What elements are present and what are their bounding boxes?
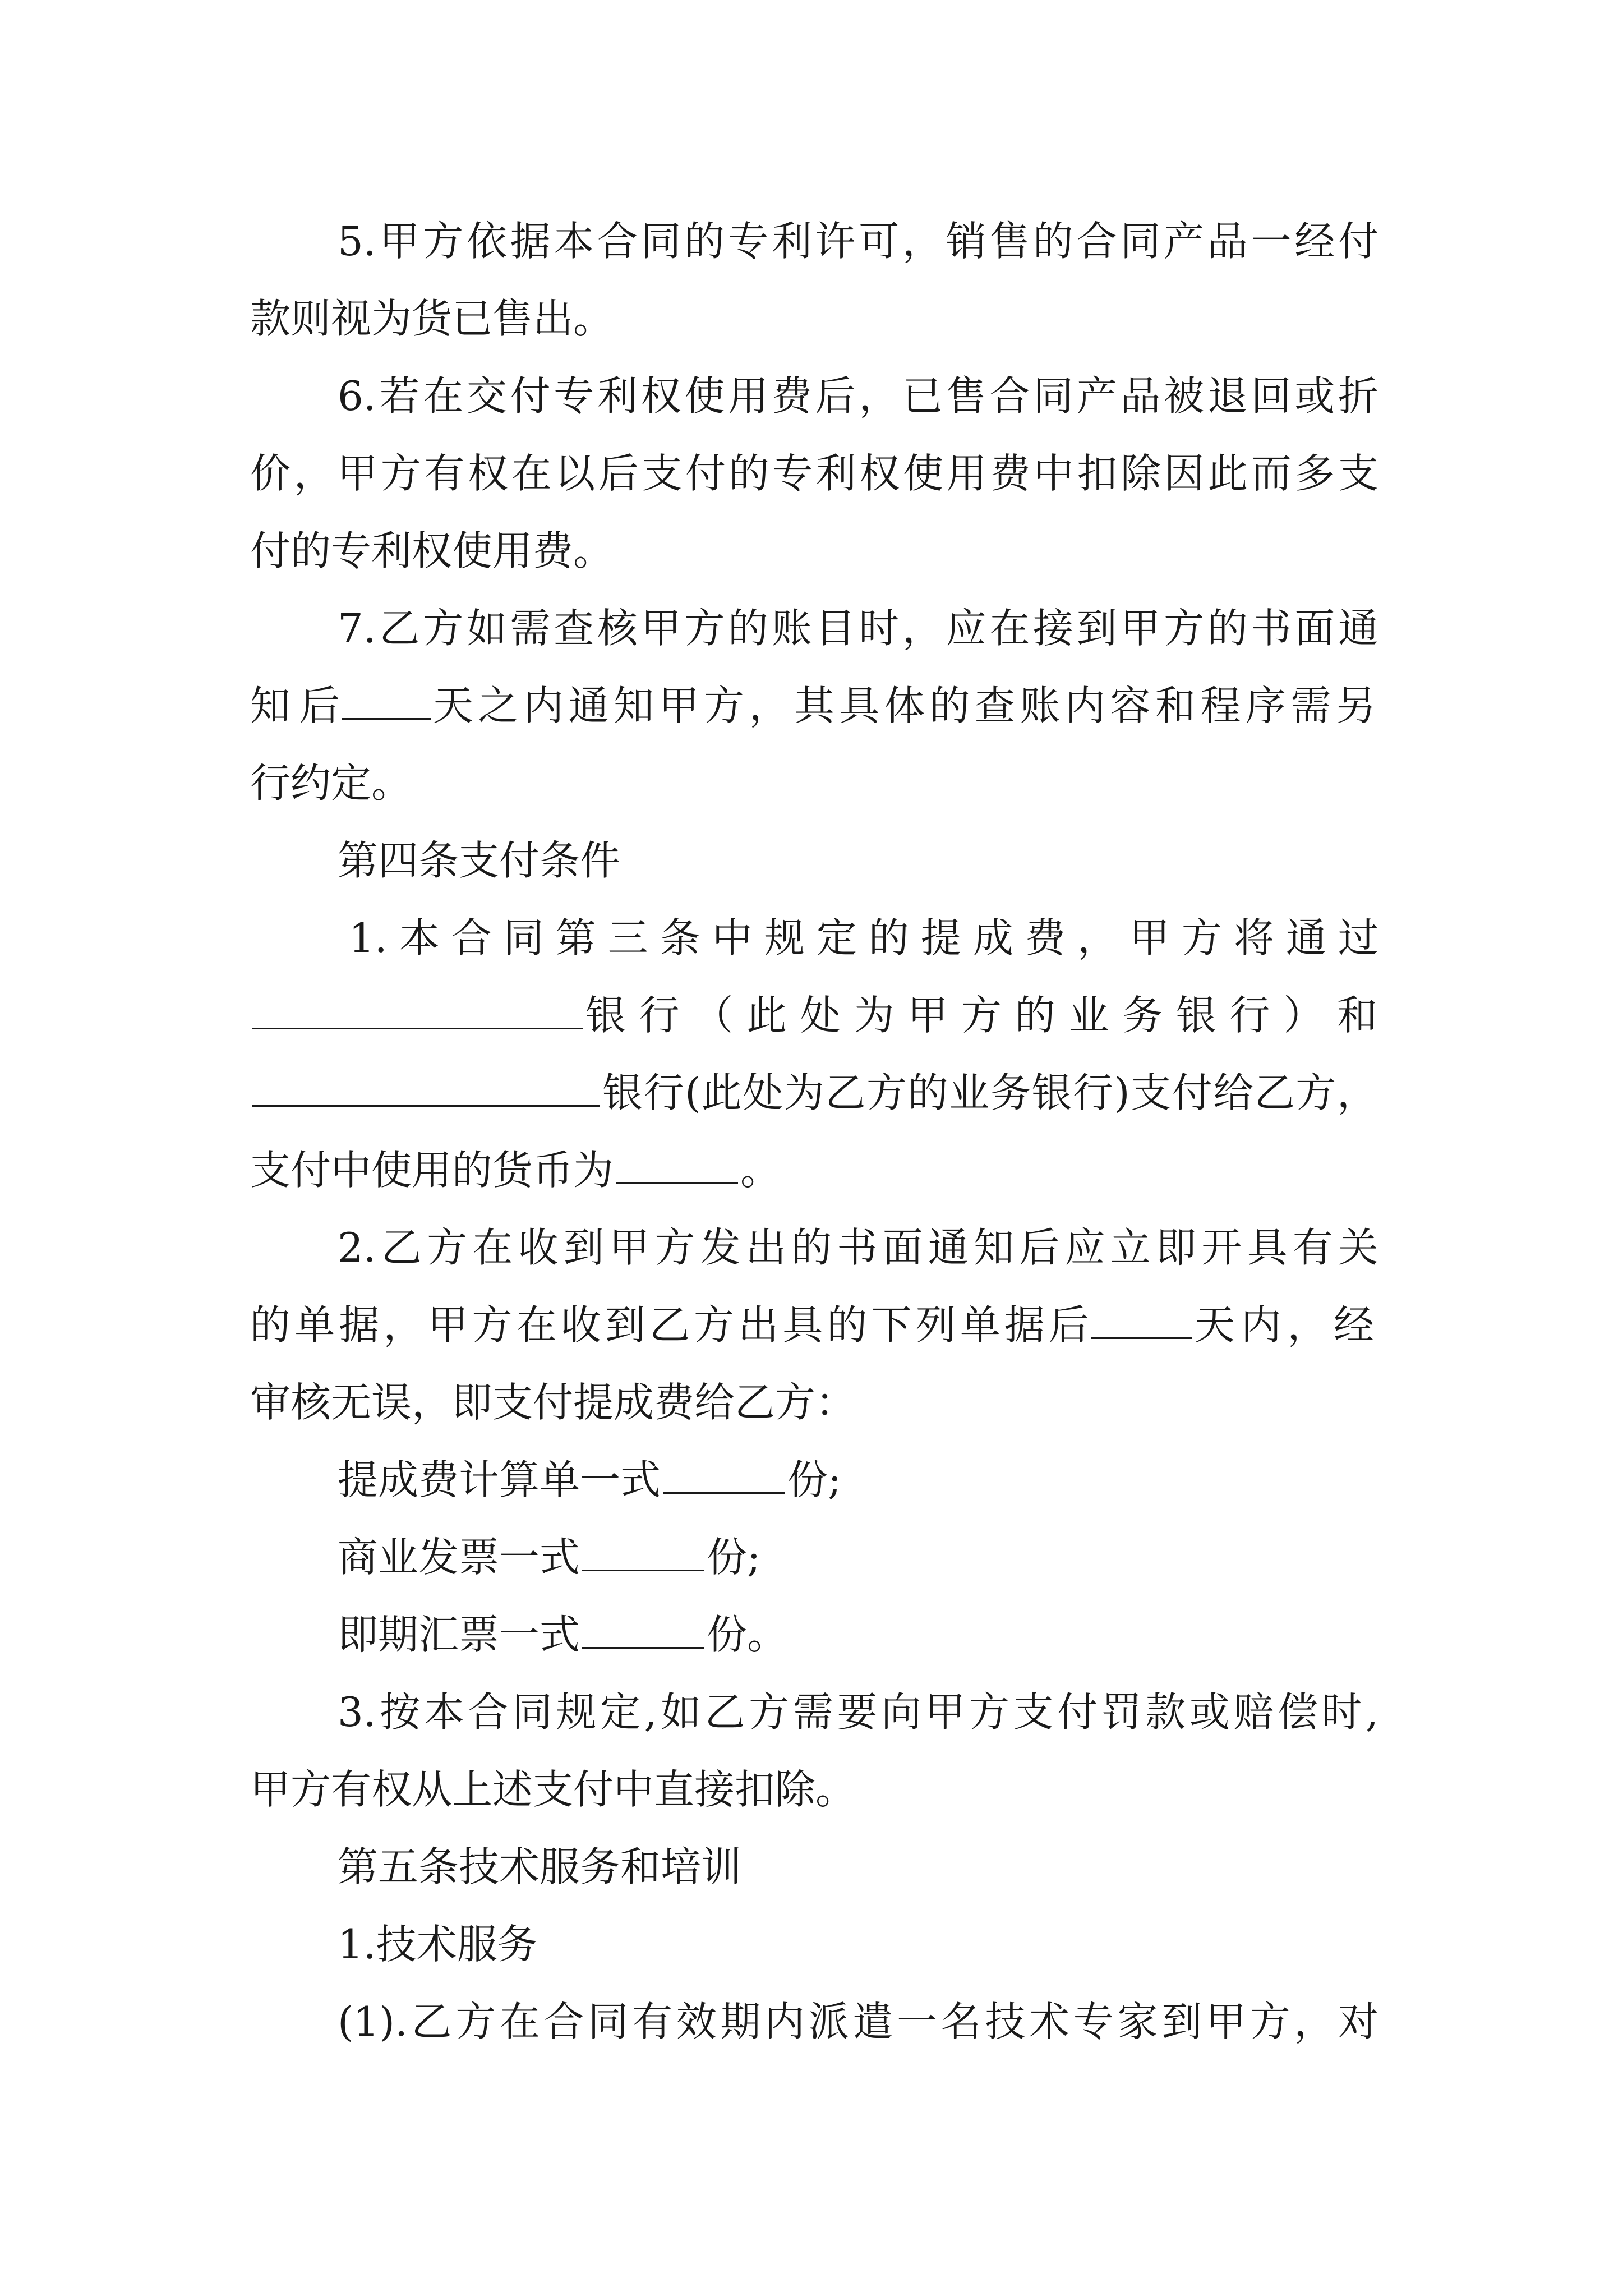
document-list-item-3 [338,1607,787,1663]
text-segment: 款则视为货已售出。 [250,295,614,342]
paragraph-6-line-2 [250,445,1378,501]
article-5-heading [338,1839,741,1895]
article-4-item-1-line-3 [250,1065,1377,1121]
text-segment: 价，甲方有权在以后支付的专利权使用费中扣除因此而多支 [250,450,1378,497]
text-segment: 审核无误，即支付提成费给乙方： [250,1379,856,1426]
fill-in-blank-copies-1 [663,1453,785,1494]
document-list-item-1 [338,1452,841,1508]
text-segment: 1.本合同第三条中规定的提成费，甲方将通过 [349,914,1378,961]
text-segment: 份; [787,1456,842,1503]
text-segment: 支付中使用的货币为 [250,1147,614,1194]
text-segment: 银行（此处为甲方的业务银行）和 [585,992,1377,1039]
paragraph-7-line-2 [250,678,1376,734]
text-segment: 即期汇票一式 [338,1611,580,1658]
fill-in-blank-currency [616,1143,738,1184]
subheading-text: 1.技术服务 [338,1921,538,1968]
text-segment: 7.乙方如需查核甲方的账目时，应在接到甲方的书面通 [338,605,1378,652]
text-segment: 6.若在交付专利权使用费后，已售合同产品被退回或折 [338,372,1378,420]
article-4-item-2-line-2 [250,1297,1374,1353]
text-segment: 提成费计算单一式 [338,1456,661,1503]
text-segment: 知后 [250,682,340,729]
text-segment: 5.甲方依据本合同的专利许可，销售的合同产品一经付 [338,218,1378,265]
text-segment: 份; [707,1534,761,1581]
text-segment: 。 [740,1147,781,1194]
text-segment: (1).乙方在合同有效期内派遣一名技术专家到甲方，对 [338,1998,1378,2045]
text-segment: 银行(此处为乙方的业务银行)支付给乙方， [602,1069,1377,1116]
text-segment: 的单据，甲方在收到乙方出具的下列单据后 [250,1301,1089,1349]
article-4-item-2-line-3 [250,1374,856,1430]
text-segment: 份。 [707,1611,788,1658]
text-segment: 甲方有权从上述支付中直接扣除。 [250,1766,856,1813]
paragraph-7-line-1 [338,600,1378,656]
article-4-item-1-line-4 [250,1142,781,1198]
text-segment: 商业发票一式 [338,1534,580,1581]
article-4-item-2-line-1 [338,1220,1378,1276]
heading-text: 第四条支付条件 [338,837,621,884]
heading-text: 第五条技术服务和培训 [338,1843,742,1890]
fill-in-blank-days-2 [1091,1298,1192,1339]
paragraph-6-line-3 [250,523,614,579]
fill-in-blank-copies-2 [582,1530,704,1571]
fill-in-blank-copies-3 [582,1608,704,1649]
text-segment: 付的专利权使用费。 [250,527,614,574]
document-list-item-2 [338,1529,760,1585]
text-segment: 2.乙方在收到甲方发出的书面通知后应立即开具有关 [338,1224,1378,1271]
paragraph-5-line-1 [338,213,1378,269]
text-segment: 天之内通知甲方，其具体的查账内容和程序需另 [433,682,1376,729]
text-segment: 3.按本合同规定,如乙方需要向甲方支付罚款或赔偿时, [338,1688,1378,1736]
article-5-item-1-line-1 [338,1994,1378,2050]
article-4-heading [338,832,620,889]
article-5-subheading [338,1916,538,1972]
fill-in-blank-days [342,679,431,720]
article-4-item-1-line-2 [250,987,1377,1043]
fill-in-blank-bank-a [252,988,583,1029]
fill-in-blank-bank-b [252,1066,600,1107]
paragraph-6-line-1 [338,368,1378,424]
paragraph-5-line-2 [250,291,614,347]
article-4-item-3-line-1 [338,1684,1378,1740]
text-segment: 天内，经 [1195,1301,1374,1349]
text-segment: 行约定。 [250,760,412,807]
article-4-item-1-line-1 [349,910,1378,966]
paragraph-7-line-3 [250,755,412,811]
article-4-item-3-line-2 [250,1761,856,1818]
